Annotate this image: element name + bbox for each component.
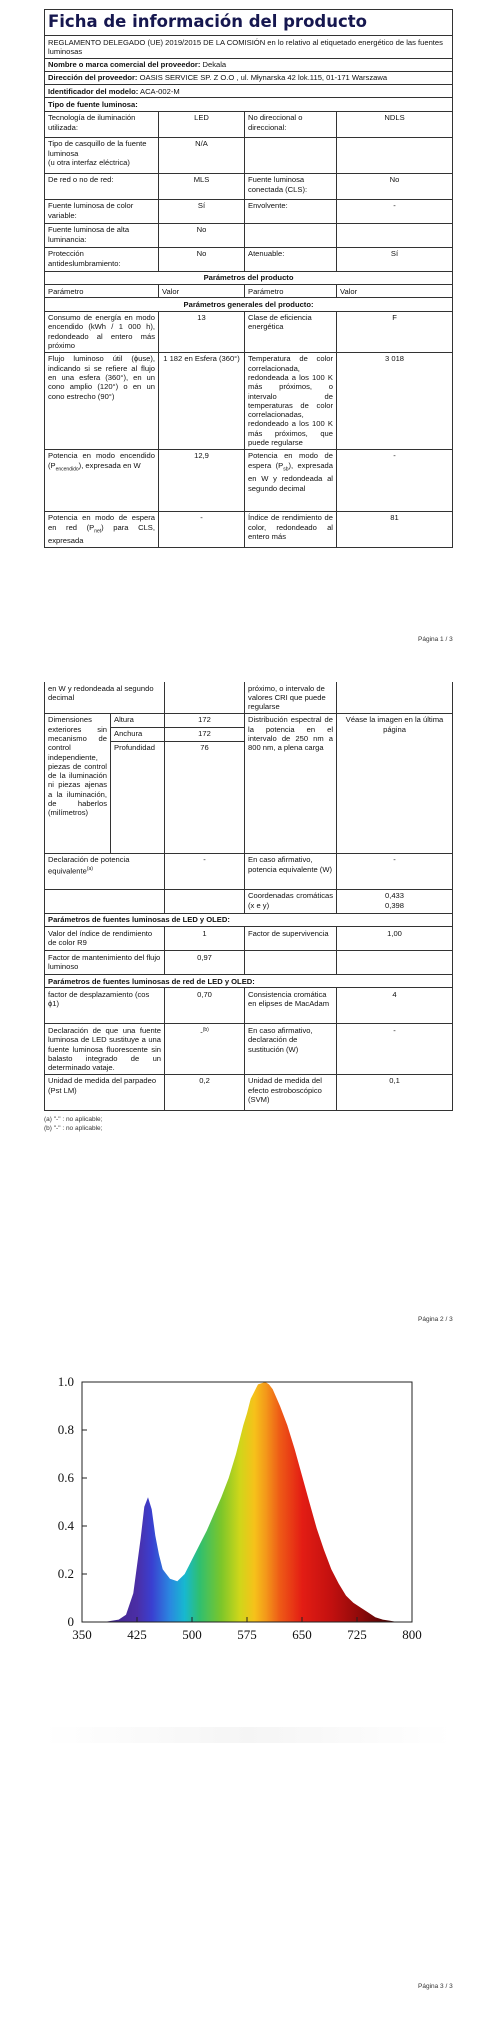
cell-label: Atenuable: <box>245 247 337 271</box>
fluo-value: - <box>200 1027 203 1037</box>
cell-value: - <box>165 853 245 889</box>
page-number: Página 1 / 3 <box>418 636 453 643</box>
cell-value: - <box>337 853 453 889</box>
model-row <box>45 85 453 98</box>
cell-value: 3 018 <box>337 352 453 449</box>
spectral-distribution-chart <box>30 1360 460 1660</box>
cell-label: Flujo luminoso útil (ϕuse), indicando si se refiere al flujo en una esfera (360°), en un cono amplio (120°) o en un cono estrecho (90°) <box>45 352 159 449</box>
cell-label: Declaración de que una fuente luminosa de LED sustituye a una fuente luminosa fluorescente sin balasto integrado de un determinado vataje. <box>45 1024 165 1074</box>
table-row <box>45 199 453 223</box>
equiv-sup: (a) <box>86 865 93 872</box>
cell-label: Fuente luminosa de color variable: <box>45 199 159 223</box>
y-tick-label: 0.8 <box>57 1422 74 1437</box>
cell-label <box>45 853 165 889</box>
cell-empty <box>245 951 337 975</box>
dimensions-label: Dimensiones exteriores sin mecanismo de control independiente, piezas de control de la iluminación ni piezas ajenas a la iluminación, de haberlos (milímetros) <box>45 713 111 853</box>
spectral-label: Distribución espectral de la potencia en el intervalo de 250 nm a 800 nm, a plena carga <box>245 713 337 853</box>
cell-label <box>245 449 337 511</box>
cell-value: 0,2 <box>165 1074 245 1110</box>
cell-value: 1 182 en Esfera (360°) <box>159 352 245 449</box>
cell-label <box>45 511 159 547</box>
footnote-a: (a) "-" : no aplicable; <box>44 1115 103 1123</box>
y-tick-label: 1.0 <box>57 1374 74 1389</box>
spectral-value: Véase la imagen en la última página <box>337 713 453 853</box>
dim-name: Profundidad <box>111 741 165 853</box>
cell-value: - <box>159 511 245 547</box>
cell-value: 4 <box>337 988 453 1024</box>
cell-value: No <box>159 247 245 271</box>
net-standby-label-end: ) para CLS, expresada <box>48 522 155 546</box>
table-row <box>45 682 453 713</box>
table-row <box>45 247 453 271</box>
cell-label: No direccional o direccional: <box>245 111 337 137</box>
x-tick-label: 350 <box>72 1627 92 1642</box>
table-row <box>45 927 453 951</box>
table-row <box>45 449 453 511</box>
cell-empty <box>337 951 453 975</box>
y-tick-label: 0.2 <box>57 1566 74 1581</box>
table-row <box>45 511 453 547</box>
cell-empty <box>337 137 453 173</box>
supplier-address-label: Dirección del proveedor: <box>48 73 138 83</box>
on-power-label: Potencia en modo encendido (P <box>48 451 155 470</box>
cell-label: Envolvente: <box>245 199 337 223</box>
table-row <box>45 951 453 975</box>
table-row <box>45 1024 453 1074</box>
mains-params-heading: Parámetros de fuentes luminosas de red de LED y OLED: <box>45 975 453 988</box>
dim-name: Anchura <box>111 727 165 741</box>
cell-value: 0,1 <box>337 1074 453 1110</box>
cell-value: No <box>337 173 453 199</box>
cell-label: De red o no de red: <box>45 173 159 199</box>
source-type-heading: Tipo de fuente luminosa: <box>45 98 453 111</box>
table-row <box>45 889 453 913</box>
standby-sub: sb <box>283 466 289 473</box>
on-power-sub: encendido <box>55 466 79 473</box>
standby-label-end: ), expresada en W y redondeada al segundo decimal <box>248 460 333 493</box>
cell-value: 13 <box>159 311 245 352</box>
table-row <box>45 853 453 889</box>
table-row <box>45 713 453 727</box>
cell-label: Temperatura de color correlacionada, redondeada a los 100 K más próximos, o intervalo de temperaturas de color correlacionadas, redondeado a los 100 K más próximos, que puede regularse <box>245 352 337 449</box>
cell-label: factor de desplazamiento (cos ϕ1) <box>45 988 165 1024</box>
chart-bottom-band <box>44 1727 452 1743</box>
cell-label: Factor de mantenimiento del flujo luminoso <box>45 951 165 975</box>
cell-label: Índice de rendimiento de color, redondeado al entero más <box>245 511 337 547</box>
cell-label <box>45 137 159 173</box>
page-1 <box>0 0 490 643</box>
cell-label: Protección antideslumbramiento: <box>45 247 159 271</box>
column-headers <box>45 285 453 298</box>
page-3 <box>0 1360 490 2017</box>
table-row <box>45 223 453 247</box>
supplier-name: Dekala <box>202 60 227 70</box>
cell-empty <box>337 682 453 713</box>
cell-value: N/A <box>159 137 245 173</box>
y-tick-label: 0.4 <box>57 1518 74 1533</box>
cell-empty <box>165 682 245 713</box>
chrom-x: 0,433 <box>385 891 405 901</box>
table-row <box>45 988 453 1024</box>
table-row <box>45 352 453 449</box>
x-tick-label: 725 <box>347 1627 367 1642</box>
table-row <box>45 137 453 173</box>
table-row <box>45 1074 453 1110</box>
cell-label: próximo, o intervalo de valores CRI que puede regularse <box>245 682 337 713</box>
table-row <box>45 173 453 199</box>
cell-value: 12,9 <box>159 449 245 511</box>
cell-label: En caso afirmativo, declaración de sustitución (W) <box>245 1024 337 1074</box>
cell-value: 0,70 <box>165 988 245 1024</box>
cell-value: - <box>337 449 453 511</box>
dim-value: 76 <box>165 741 245 853</box>
page-title: Ficha de información del producto <box>45 10 453 36</box>
cell-value: 1,00 <box>337 927 453 951</box>
dim-value: 172 <box>165 713 245 727</box>
cell-value: 1 <box>165 927 245 951</box>
col-header: Parámetro <box>245 285 337 298</box>
cell-value: F <box>337 311 453 352</box>
general-params-heading: Parámetros generales del producto: <box>45 298 453 311</box>
cell-value: 81 <box>337 511 453 547</box>
cell-label: Consistencia cromática en elipses de MacAdam <box>245 988 337 1024</box>
cell-label: Consumo de energía en modo encendido (kWh / 1 000 h), redondeado al entero más próximo <box>45 311 159 352</box>
product-info-table-p2 <box>44 682 453 1111</box>
cell-value: - <box>337 1024 453 1074</box>
model-id: ACA-002-M <box>140 86 180 96</box>
cap-type-label: Tipo de casquillo de la fuente luminosa <box>48 139 147 158</box>
model-label: Identificador del modelo: <box>48 86 139 96</box>
cell-empty <box>245 137 337 173</box>
cell-value: - <box>337 199 453 223</box>
table-row <box>45 111 453 137</box>
x-tick-label: 800 <box>402 1627 422 1642</box>
cell-value: MLS <box>159 173 245 199</box>
page-number: Página 2 / 3 <box>418 1316 453 1323</box>
cell-label: Unidad de medida del parpadeo (Pst LM) <box>45 1074 165 1110</box>
cell-empty <box>165 889 245 913</box>
net-standby-sub: net <box>94 528 102 535</box>
page-number: Página 3 / 3 <box>418 1983 453 1990</box>
cell-label: en W y redondeada al segundo decimal <box>45 682 165 713</box>
footnote-b: (b) "-" : no aplicable; <box>44 1124 103 1132</box>
cell-empty <box>337 223 453 247</box>
product-info-table-p1 <box>44 9 453 548</box>
params-heading: Parámetros del producto <box>45 271 453 284</box>
led-params-heading: Parámetros de fuentes luminosas de LED y OLED: <box>45 913 453 926</box>
supplier-name-row <box>45 58 453 71</box>
col-header: Valor <box>337 285 453 298</box>
standby-label: Potencia en modo de espera (P <box>248 451 333 470</box>
cell-value: Sí <box>337 247 453 271</box>
x-tick-label: 500 <box>182 1627 202 1642</box>
regulation-text: REGLAMENTO DELEGADO (UE) 2019/2015 DE LA COMISIÓN en lo relativo al etiquetado energético de las fuentes luminosas <box>45 36 453 59</box>
cell-value: LED <box>159 111 245 137</box>
cell-label: Coordenadas cromáticas (x e y) <box>245 889 337 913</box>
col-header: Valor <box>159 285 245 298</box>
chrom-y: 0,398 <box>385 900 405 910</box>
cell-value: 0,97 <box>165 951 245 975</box>
cell-empty <box>245 223 337 247</box>
cell-label: Clase de eficiencia energética <box>245 311 337 352</box>
cell-label: Fuente luminosa de alta luminancia: <box>45 223 159 247</box>
dim-value: 172 <box>165 727 245 741</box>
cell-label: Tecnología de iluminación utilizada: <box>45 111 159 137</box>
spectrum-area <box>82 1382 397 1622</box>
fluo-sup: (b) <box>202 1026 209 1033</box>
net-standby-label: Potencia en modo de espera en red (P <box>48 513 155 532</box>
cell-value: Sí <box>159 199 245 223</box>
cell-value <box>165 1024 245 1074</box>
cell-label <box>45 449 159 511</box>
cell-label: En caso afirmativo, potencia equivalente (W) <box>245 853 337 889</box>
y-tick-label: 0.6 <box>57 1470 74 1485</box>
cell-label: Unidad de medida del efecto estroboscópico (SVM) <box>245 1074 337 1110</box>
page-2 <box>0 680 490 1323</box>
cell-empty <box>45 889 165 913</box>
cell-value: No <box>159 223 245 247</box>
cell-label: Valor del índice de rendimiento de color R9 <box>45 927 165 951</box>
equiv-label: Declaración de potencia equivalente <box>48 855 130 876</box>
cell-label: Factor de supervivencia <box>245 927 337 951</box>
cell-label: Fuente luminosa conectada (CLS): <box>245 173 337 199</box>
supplier-name-label: Nombre o marca comercial del proveedor: <box>48 60 201 70</box>
y-tick-label: 0 <box>67 1614 74 1629</box>
cap-type-note: (u otra interfaz eléctrica) <box>48 157 130 167</box>
col-header: Parámetro <box>45 285 159 298</box>
table-row <box>45 311 453 352</box>
supplier-address: OASIS SERVICE SP. Z O.O , ul. Młynarska 42 lok.115, 01-171 Warszawa <box>139 73 388 83</box>
dim-name: Altura <box>111 713 165 727</box>
x-tick-label: 575 <box>237 1627 257 1642</box>
cell-value: NDLS <box>337 111 453 137</box>
x-tick-label: 650 <box>292 1627 312 1642</box>
supplier-address-row <box>45 71 453 84</box>
x-tick-label: 425 <box>127 1627 147 1642</box>
on-power-label-end: ), expresada en W <box>78 460 141 470</box>
cell-value <box>337 889 453 913</box>
